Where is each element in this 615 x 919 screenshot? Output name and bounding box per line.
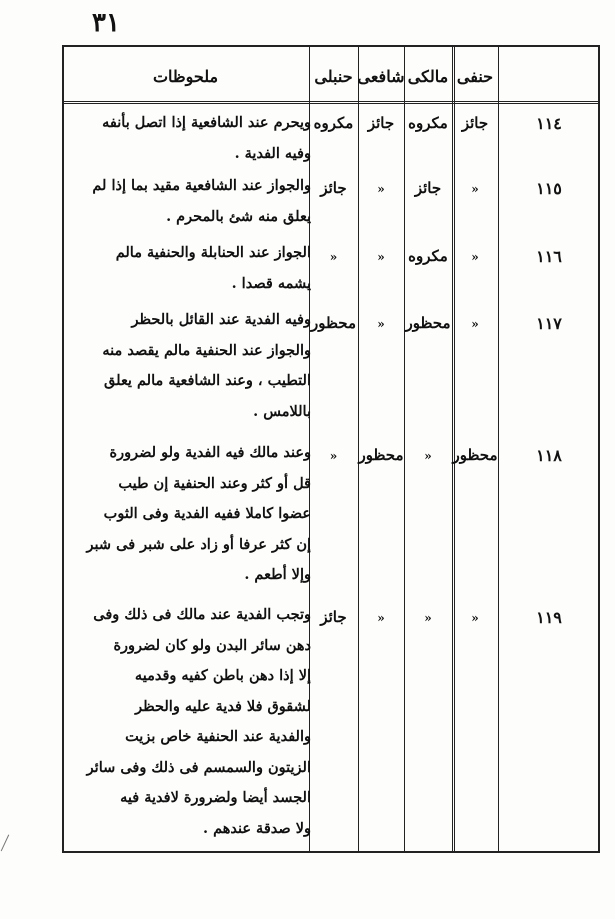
- note-line: دهن سائر البدن ولو كان لضرورة: [113, 636, 311, 654]
- row-number: ١١٩: [536, 608, 562, 627]
- row-note: [75, 438, 311, 591]
- row-number: ١١٦: [536, 247, 562, 266]
- row-note: [75, 305, 311, 427]
- shafii-ruling: «: [377, 611, 385, 625]
- maliki-ruling: جائز: [414, 179, 442, 197]
- header-hanafi: حنفى: [456, 66, 494, 86]
- row-number: ١١٨: [536, 446, 562, 465]
- hanbali-ruling: «: [329, 449, 338, 463]
- shafii-ruling: محظور: [358, 446, 404, 464]
- hanafi-ruling: «: [471, 182, 479, 196]
- hanbali-ruling: جائز: [320, 179, 347, 197]
- hanafi-ruling: «: [471, 250, 479, 264]
- maliki-ruling: «: [424, 611, 432, 625]
- shafii-ruling: «: [377, 317, 385, 331]
- note-line: وفيه الفدية عند القائل بالحظر: [131, 311, 311, 328]
- note-line: وفيه الفدية .: [234, 144, 311, 162]
- hanafi-ruling: جائز: [461, 114, 489, 132]
- row-number: ١١٤: [536, 114, 562, 133]
- row-note: [75, 108, 311, 169]
- note-line: الجسد أيضا ولضرورة لافدية فيه: [120, 789, 311, 806]
- note-line: إلا إذا دهن باطن كفيه وقدميه: [134, 667, 311, 684]
- maliki-ruling: محظور: [405, 314, 451, 332]
- note-line: ويحرم عند الشافعية إذا اتصل بأنفه: [102, 114, 311, 131]
- note-line: والجواز عند الحنفية مالم يقصد منه: [102, 341, 311, 359]
- note-line: وعند مالك فيه الفدية ولو لضرورة: [109, 444, 311, 461]
- header-hanbali: حنبلى: [314, 66, 353, 86]
- hanafi-ruling: محظور: [452, 446, 498, 464]
- maliki-ruling: مكروه: [408, 247, 448, 265]
- row-number: ١١٥: [536, 179, 562, 198]
- margin-pencil-mark: [1, 835, 19, 856]
- row-note: [75, 600, 311, 844]
- row-number: ١١٧: [536, 314, 562, 333]
- hanafi-ruling: «: [471, 317, 479, 331]
- note-line: التطيب ، وعند الشافعية مالم يعلق: [104, 372, 311, 389]
- shafii-ruling: جائز: [367, 114, 395, 132]
- shafii-ruling: «: [377, 250, 385, 264]
- note-line: وإلا أطعم .: [244, 566, 311, 583]
- hanbali-ruling: «: [329, 250, 338, 264]
- hanbali-ruling: جائز: [320, 608, 347, 626]
- shafii-ruling: «: [377, 182, 385, 196]
- hanbali-ruling: مكروه: [313, 114, 354, 132]
- header-divider: [62, 101, 600, 104]
- note-line: والفدية عند الحنفية خاص بزيت: [125, 728, 311, 745]
- header-maliki: مالكى: [407, 66, 449, 86]
- note-line: الزيتون والسمسم فى ذلك وفى سائر: [86, 758, 311, 776]
- page-number: ٣١: [92, 8, 120, 38]
- note-line: إن كثر عرفا أو زاد على شبر فى شبر: [86, 535, 311, 553]
- note-line: والجواز عند الشافعية مقيد بما إذا لم: [92, 177, 311, 194]
- header-number: [498, 58, 600, 94]
- maliki-ruling: «: [424, 449, 432, 463]
- note-line: الجواز عند الحنابلة والحنفية مالم: [115, 244, 311, 261]
- note-line: ولا صدقة عندهم .: [202, 819, 311, 837]
- header-notes: ملحوظات: [152, 66, 219, 86]
- row-note: [75, 238, 311, 299]
- note-line: يعلق منه شئ بالمحرم .: [166, 207, 311, 225]
- note-line: باللامس .: [253, 402, 311, 420]
- note-line: لشقوق فلا فدية عليه والحظر: [135, 697, 311, 715]
- note-line: وتجب الفدية عند مالك فى ذلك وفى: [93, 606, 311, 623]
- row-note: [75, 171, 311, 232]
- note-line: قل أو كثر وعند الحنفية إن طيب: [118, 474, 311, 492]
- maliki-ruling: مكروه: [408, 114, 448, 132]
- header-shafii: شافعى: [357, 66, 405, 86]
- hanbali-ruling: محظور: [310, 314, 356, 332]
- hanafi-ruling: «: [471, 611, 479, 625]
- note-line: يشمه قصدا .: [231, 274, 311, 292]
- note-line: عضوا كاملا ففيه الفدية وفى الثوب: [103, 505, 311, 522]
